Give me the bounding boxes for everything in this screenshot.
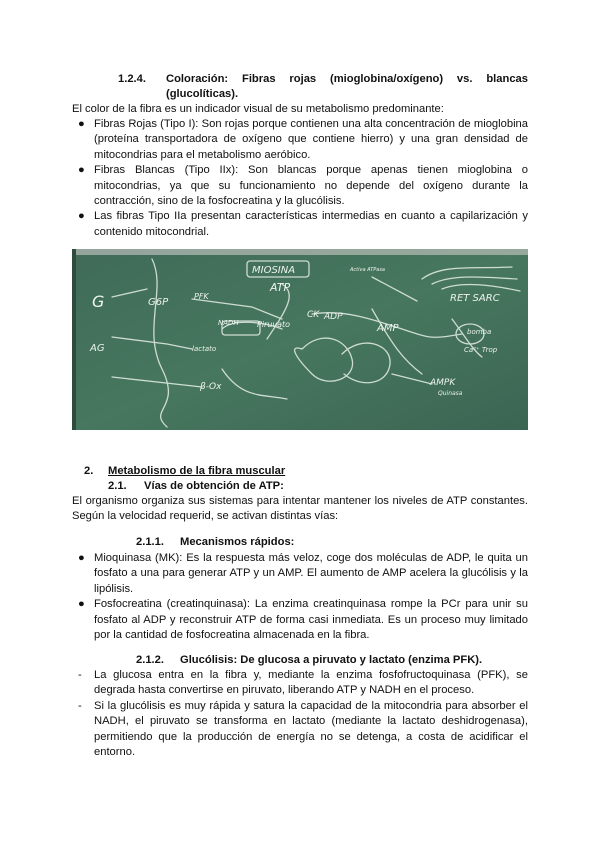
board-left-edge [72, 249, 76, 430]
board-label-atp: ATP [270, 281, 291, 294]
list-item [72, 209, 528, 240]
chalkboard-drawing [72, 249, 528, 430]
bullet-marker: ● [78, 164, 85, 177]
board-label-quinasa: Quinasa [438, 390, 463, 397]
section-number: 2.1. [108, 480, 127, 492]
list-item [72, 163, 528, 209]
board-label-note: Activa ATPasa [350, 267, 385, 273]
board-label-ampk: AMPK [430, 378, 456, 388]
board-label-lactato: lactato [192, 345, 217, 353]
board-label-bomba: bomba [467, 328, 492, 336]
bullet-text: Mioquinasa (MK): Es la respuesta más veloz, coge dos moléculas de ADP, le quita un fosfato a una para generar ATP y un AMP. El aumento de AMP acelera la glucólisis y la lipólisis. [94, 552, 528, 595]
section-title: Glucólisis: De glucosa a piruvato y lactato (enzima PFK). [180, 654, 483, 666]
dash-marker: - [78, 669, 82, 681]
section-2-1-heading [108, 479, 284, 494]
bullet-text: Fibras Rojas (Tipo I): Son rojas porque contienen una alta concentración de mioglobina (proteína transportadora de oxígeno que contiene hierro) y una gran densidad de mitocondrias para el metabolismo aeróbico. [94, 118, 528, 161]
bullet-marker: ● [78, 598, 85, 611]
board-label-adp: ADP [324, 312, 343, 322]
section-number: 2.1.2. [136, 654, 164, 666]
bullet-marker: ● [78, 210, 85, 223]
section-number: 2. [84, 465, 94, 477]
list-item [72, 668, 528, 699]
list-item [72, 597, 528, 643]
bullet-text: Las fibras Tipo IIa presentan características intermedias en cuanto a capilarización y contenido mitocondrial. [94, 210, 528, 238]
board-label-nadh: NADH [218, 319, 239, 327]
board-top-frame [72, 249, 528, 255]
bullet-text: La glucosa entra en la fibra y, mediante la enzima fosfofructoquinasa (PFK), se degrada hasta convertirse en piruvato, liberando ATP y NADH en el proceso. [94, 669, 528, 697]
section-title: Metabolismo de la fibra muscular [108, 465, 286, 477]
list-item [72, 699, 528, 761]
board-label-g: G [92, 292, 105, 311]
bullet-text: Fosfocreatina (creatinquinasa): La enzima creatinquinasa rompe la PCr para unir su fosfato al ADP y reconstruir ATP de forma casi inmediata. Es un proceso muy limitado por la cantidad de fosfocreatina almacenada en la fibra. [94, 598, 528, 642]
fast-mechanisms-list [72, 551, 528, 643]
list-item [72, 117, 528, 163]
chalkboard-photo [72, 249, 528, 430]
section-number: 1.2.4. [118, 73, 146, 85]
section-number: 2.1.1. [136, 536, 164, 548]
section-1-2-4-heading [118, 72, 528, 87]
bullet-marker: ● [78, 118, 85, 130]
bullet-text: Fibras Blancas (Tipo IIx): Son blancas porque apenas tienen mioglobina o mitocondrias, ya que su funcionamiento no depende del oxígeno durante la contracción, sino de la fosfocreatina y la glucólisis. [94, 164, 528, 208]
section-2-heading [84, 464, 285, 479]
bullet-marker: ● [78, 552, 85, 564]
bullet-text: Si la glucólisis es muy rápida y satura la capacidad de la mitocondria para absorber el NADH, el piruvato se transforma en lactato (mediante la lactato deshidrogenasa), permitiendo que la producción de energía no se detenga, a costa de acidificar el entorno. [94, 699, 528, 759]
dash-marker: - [78, 699, 82, 712]
section-2-1-2-heading [136, 653, 482, 668]
board-label-pfk: PFK [194, 292, 209, 301]
section-title-line1: Coloración: Fibras rojas (mioglobina/oxígeno) vs. blancas [166, 73, 528, 85]
section-title: Mecanismos rápidos: [180, 536, 295, 548]
board-label-miosina: MIOSINA [252, 265, 296, 276]
board-label-amp: AMP [377, 323, 399, 334]
board-surface [72, 249, 528, 430]
board-label-ret-sarc: RET SARC [450, 293, 500, 304]
board-label-piruvato: Piruvato [257, 320, 291, 329]
fiber-bullet-list [72, 117, 528, 240]
section-2-1-1-heading [136, 535, 294, 550]
board-label-ck: CK [307, 310, 320, 320]
board-label-ag: AG [90, 343, 105, 354]
board-label-ca-trop: Ca²⁺ Trop [464, 346, 498, 354]
board-label-g6p: G6P [148, 297, 169, 308]
section-2-1-paragraph: El organismo organiza sus sistemas para intentar mantener los niveles de ATP constantes. Según la velocidad requerid, se activan distintas vías: [72, 495, 528, 523]
board-label-beta-ox: β-Ox [200, 382, 222, 392]
section-title: Vías de obtención de ATP: [144, 480, 284, 492]
section-title-line2: (glucolíticas). [166, 88, 239, 100]
intro-paragraph: El color de la fibra es un indicador visual de su metabolismo predominante: [72, 103, 444, 115]
glycolysis-list [72, 668, 528, 760]
list-item [72, 551, 528, 597]
